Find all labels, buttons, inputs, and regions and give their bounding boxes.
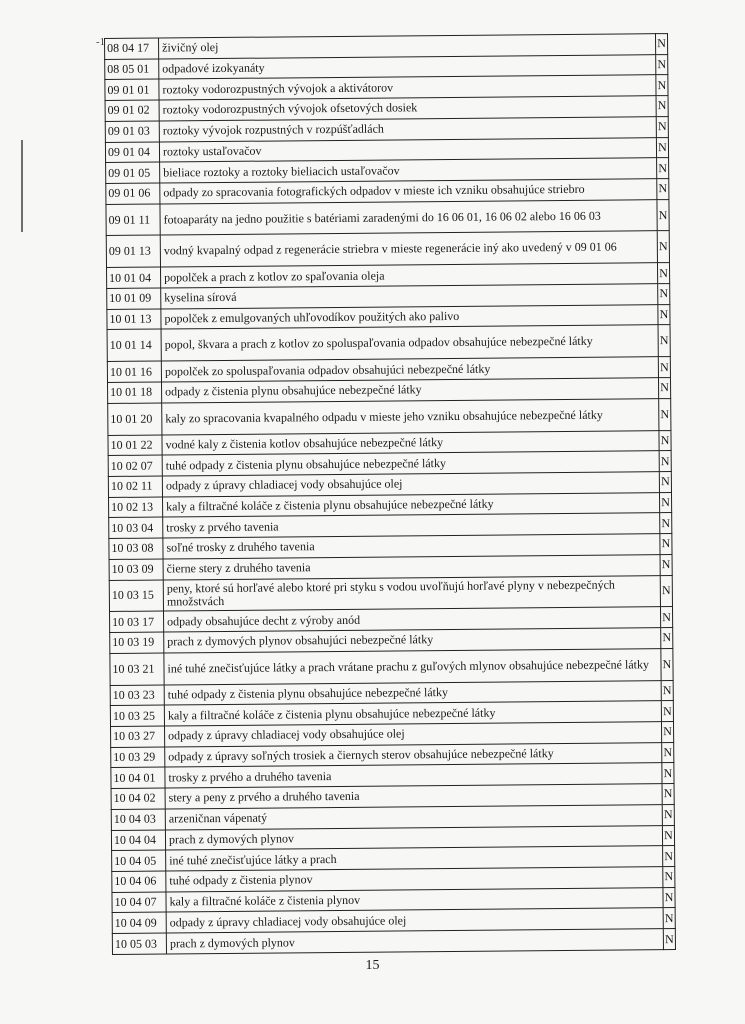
hazard-category-cell: N [663, 908, 675, 929]
waste-code-cell: 10 03 09 [109, 559, 163, 580]
waste-code-cell: 09 01 11 [106, 204, 160, 236]
waste-description-cell: roztoky vodorozpustných vývojok a aktivátorov [159, 75, 656, 100]
waste-description-cell: bieliace roztoky a roztoky bieliacich ustaľovačov [160, 158, 657, 183]
table-row [106, 199, 669, 236]
waste-code-cell: 10 03 25 [110, 705, 164, 726]
waste-code-cell: 10 01 14 [107, 329, 161, 361]
waste-code-cell: 10 04 09 [112, 912, 166, 933]
table-row [109, 575, 672, 612]
hazard-category-cell: N [660, 607, 672, 628]
waste-description-cell: kaly a filtračné koláče z čistenia plynu obsahujúce nebezpečné látky [164, 701, 661, 726]
waste-description-cell: odpady zo spracovania fotografických odpadov v mieste ich vzniku obsahujúce striebro [160, 179, 657, 204]
waste-description-cell: kaly a filtračné koláče z čistenia plynu obsahujúce nebezpečné látky [163, 492, 660, 517]
waste-description-cell: čierne stery z druhého tavenia [163, 554, 660, 579]
waste-code-cell: 08 05 01 [105, 59, 159, 80]
waste-catalogue-table-wrapper [104, 33, 676, 955]
waste-code-cell: 08 04 17 [105, 38, 159, 59]
hazard-category-cell: N [658, 378, 670, 399]
hazard-category-cell: N [657, 199, 669, 231]
hazard-category-cell: N [661, 648, 673, 680]
hazard-category-cell: N [663, 846, 675, 867]
waste-code-cell: 10 01 13 [107, 309, 161, 330]
hazard-category-cell: N [659, 492, 671, 513]
hazard-category-cell: N [662, 784, 674, 805]
hazard-category-cell: N [656, 137, 668, 158]
waste-description-cell: tuhé odpady z čistenia plynov [166, 867, 663, 892]
waste-description-cell: odpady z čistenia plynu obsahujúce nebezpečné látky [162, 378, 659, 403]
waste-description-cell: prach z dymových plynov obsahujúci nebezpečné látky [164, 628, 661, 653]
waste-description-cell: kaly zo spracovania kvapalného odpadu v mieste jeho vzniku obsahujúce nebezpečné látky [162, 398, 659, 434]
waste-description-cell: popolček zo spoluspaľovania odpadov obsahujúci nebezpečné látky [161, 357, 658, 382]
waste-description-cell: trosky z prvého a druhého tavenia [165, 763, 662, 788]
waste-code-cell: 09 01 13 [106, 236, 160, 268]
waste-description-cell: popolček a prach z kotlov zo spaľovania oleja [161, 263, 658, 288]
waste-description-cell: kyselina sírová [161, 284, 658, 309]
hazard-category-cell: N [659, 398, 671, 430]
waste-code-cell: 10 03 04 [109, 517, 163, 538]
waste-code-cell: 10 04 07 [112, 892, 166, 913]
hazard-category-cell: N [658, 284, 670, 305]
waste-description-cell: prach z dymových plynov [166, 929, 663, 954]
hazard-category-cell: N [662, 804, 674, 825]
waste-description-cell: odpady z úpravy soľných trosiek a čiernych sterov obsahujúce nebezpečné látky [165, 742, 662, 767]
waste-code-cell: 10 05 03 [112, 933, 166, 954]
hazard-category-cell: N [656, 75, 668, 96]
waste-code-cell: 09 01 05 [106, 162, 160, 183]
hazard-category-cell: N [655, 34, 667, 55]
margin-mark [21, 140, 23, 232]
hazard-category-cell: N [661, 628, 673, 649]
waste-code-cell: 10 03 08 [109, 538, 163, 559]
waste-description-cell: tuhé odpady z čistenia plynu obsahujúce nebezpečné látky [162, 451, 659, 476]
waste-description-cell: popolček z emulgovaných uhľovodíkov použitých ako palivo [161, 304, 658, 329]
waste-description-cell: soľné trosky z druhého tavenia [163, 534, 660, 559]
waste-description-cell: roztoky vodorozpustných vývojok ofsetových dosiek [159, 96, 656, 121]
waste-code-cell: 10 04 04 [111, 830, 165, 851]
waste-description-cell: stery a peny z prvého a druhého tavenia [165, 784, 662, 809]
hazard-category-cell: N [659, 430, 671, 451]
waste-code-cell: 10 03 27 [111, 726, 165, 747]
waste-code-cell: 09 01 06 [106, 183, 160, 204]
hazard-category-cell: N [663, 929, 675, 950]
waste-code-cell: 10 03 15 [109, 580, 163, 612]
waste-code-cell: 10 02 11 [108, 476, 162, 497]
waste-code-cell: 10 01 09 [107, 288, 161, 309]
hazard-category-cell: N [658, 304, 670, 325]
waste-description-cell: odpadové izokyanáty [159, 54, 656, 79]
waste-code-cell: 10 01 18 [108, 382, 162, 403]
waste-code-cell: 10 03 17 [110, 611, 164, 632]
hazard-category-cell: N [657, 263, 669, 284]
waste-code-cell: 10 01 04 [107, 267, 161, 288]
waste-description-cell: odpady z úpravy chladiacej vody obsahujúce olej [166, 908, 663, 933]
table-row [107, 325, 670, 362]
waste-description-cell: arzeničnan vápenatý [165, 805, 662, 830]
waste-description-cell: vodné kaly z čistenia kotlov obsahujúce nebezpečné látky [162, 430, 659, 455]
hazard-category-cell: N [663, 887, 675, 908]
waste-description-cell: tuhé odpady z čistenia plynu obsahujúce nebezpečné látky [164, 680, 661, 705]
waste-description-cell: peny, ktoré sú horľavé alebo ktoré pri styku s vodou uvoľňujú horľavé plyny v nebezpečných množstvách [163, 575, 660, 611]
waste-code-cell: 10 02 13 [109, 497, 163, 518]
page-number: 15 [365, 958, 380, 973]
waste-code-cell: 10 04 02 [111, 788, 165, 809]
table-body [105, 34, 676, 955]
waste-code-cell: 10 01 20 [108, 403, 162, 435]
waste-description-cell: odpady z úpravy chladiacej vody obsahujúce olej [162, 472, 659, 497]
table-row [110, 648, 673, 685]
waste-code-cell: 10 01 16 [107, 361, 161, 382]
hazard-category-cell: N [657, 158, 669, 179]
hazard-category-cell: N [659, 472, 671, 493]
waste-description-cell: vodný kvapalný odpad z regenerácie striebra v mieste regenerácie iný ako uvedený v 09 01 06 [160, 231, 657, 267]
waste-description-cell: kaly a filtračné koláče z čistenia plynov [166, 887, 663, 912]
waste-description-cell: roztoky vývojok rozpustných v rozpúšťadlách [159, 116, 656, 141]
waste-code-cell: 10 01 22 [108, 435, 162, 456]
waste-description-cell: popol, škvara a prach z kotlov zo spoluspaľovania odpadov obsahujúce nebezpečné látky [161, 325, 658, 361]
hazard-category-cell: N [657, 178, 669, 199]
hazard-category-cell: N [663, 867, 675, 888]
waste-description-cell: odpady z úpravy chladiacej vody obsahujúce olej [165, 722, 662, 747]
table-row [106, 231, 669, 268]
waste-code-cell: 10 04 05 [112, 850, 166, 871]
hazard-category-cell: N [660, 554, 672, 575]
waste-description-cell: iné tuhé znečisťujúce látky a prach [166, 846, 663, 871]
hazard-category-cell: N [656, 96, 668, 117]
waste-description-cell: živičný olej [159, 34, 656, 59]
table-row [112, 929, 675, 955]
hazard-category-cell: N [661, 701, 673, 722]
waste-description-cell: roztoky ustaľovačov [159, 137, 656, 162]
table-row [108, 398, 671, 435]
waste-code-cell: 09 01 04 [105, 142, 159, 163]
waste-code-cell: 10 02 07 [108, 455, 162, 476]
hazard-category-cell: N [660, 575, 672, 607]
waste-catalogue-table [104, 33, 676, 955]
waste-code-cell: 10 03 29 [111, 747, 165, 768]
waste-code-cell: 10 03 23 [110, 685, 164, 706]
waste-code-cell: 10 03 21 [110, 653, 164, 685]
waste-code-cell: 10 04 06 [112, 871, 166, 892]
waste-code-cell: 10 03 19 [110, 632, 164, 653]
hazard-category-cell: N [658, 357, 670, 378]
hazard-category-cell: N [661, 722, 673, 743]
waste-code-cell: 10 04 03 [111, 809, 165, 830]
waste-description-cell: trosky z prvého tavenia [163, 513, 660, 538]
hazard-category-cell: N [662, 825, 674, 846]
hazard-category-cell: N [662, 763, 674, 784]
waste-description-cell: prach z dymových plynov [165, 825, 662, 850]
hazard-category-cell: N [659, 451, 671, 472]
waste-description-cell: fotoaparáty na jedno použitie s batériami zaradenými do 16 06 01, 16 06 02 alebo 16 06 03 [160, 199, 657, 235]
hazard-category-cell: N [660, 534, 672, 555]
hazard-category-cell: N [657, 231, 669, 263]
waste-code-cell: 09 01 03 [105, 121, 159, 142]
hazard-category-cell: N [656, 116, 668, 137]
hazard-category-cell: N [656, 54, 668, 75]
hazard-category-cell: N [658, 325, 670, 357]
corner-mark: -1 [96, 36, 106, 48]
waste-code-cell: 10 04 01 [111, 767, 165, 788]
hazard-category-cell: N [662, 742, 674, 763]
waste-code-cell: 09 01 02 [105, 100, 159, 121]
waste-description-cell: odpady obsahujúce decht z výroby anód [164, 607, 661, 632]
hazard-category-cell: N [661, 680, 673, 701]
waste-description-cell: iné tuhé znečisťujúce látky a prach vrátane prachu z guľových mlynov obsahujúce nebezpečné látky [164, 648, 661, 684]
hazard-category-cell: N [660, 513, 672, 534]
waste-code-cell: 09 01 01 [105, 79, 159, 100]
